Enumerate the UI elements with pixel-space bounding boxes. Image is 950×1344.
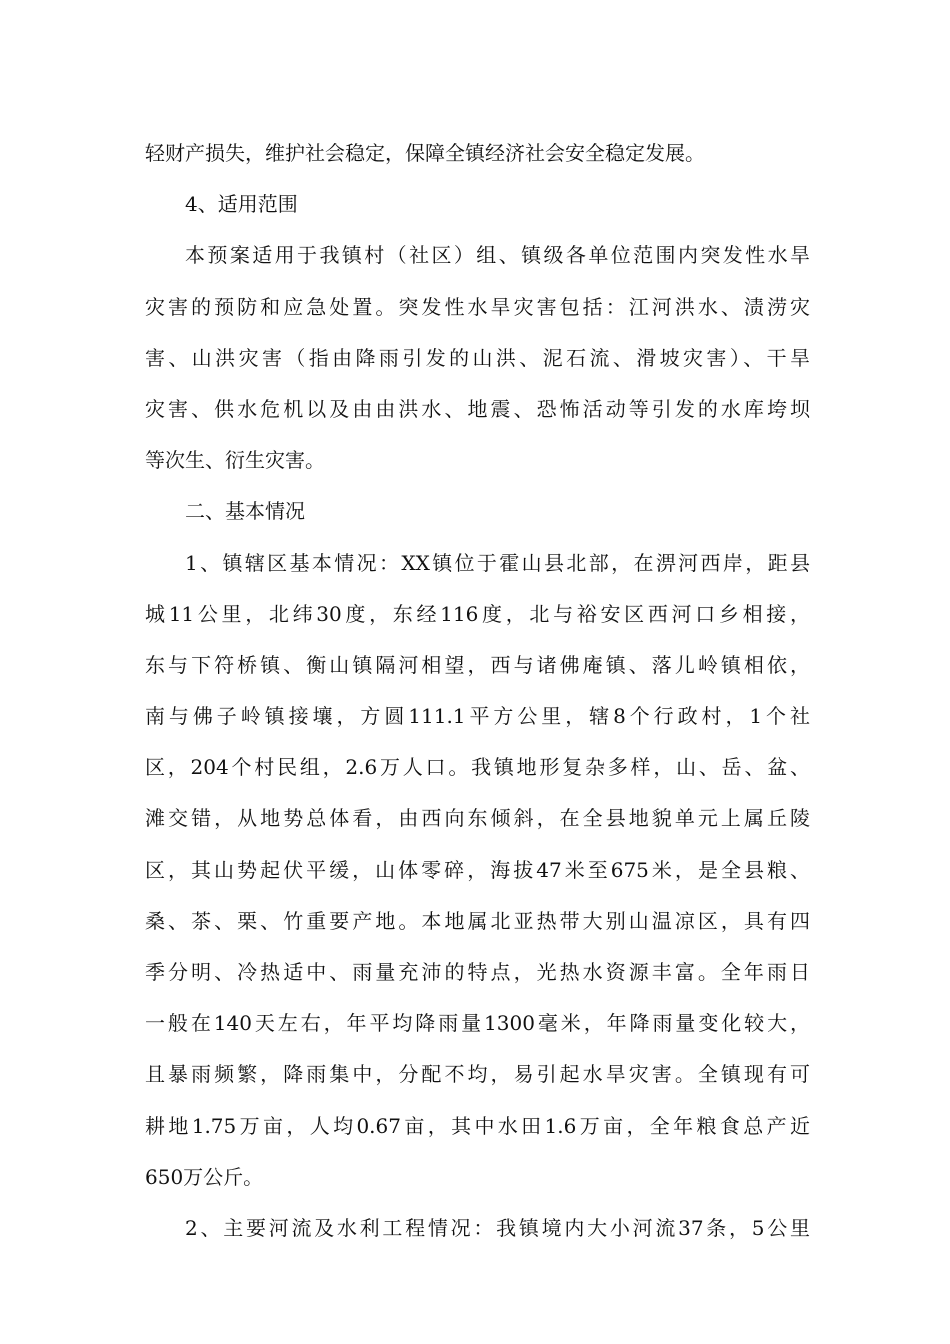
paragraph-line: 季分明、冷热适中、雨量充沛的特点，光热水资源丰富。全年雨日 (145, 960, 810, 984)
paragraph-line: 害、山洪灾害（指由降雨引发的山洪、泥石流、滑坡灾害）、干旱 (145, 345, 810, 370)
paragraph-line: 城11公里，北纬30度，东经116度，北与裕安区西河口乡相接， (145, 601, 810, 626)
paragraph-line: 滩交错，从地势总体看，由西向东倾斜，在全县地貌单元上属丘陵 (145, 806, 810, 831)
paragraph-line: 等次生、衍生灾害。 (145, 448, 325, 473)
paragraph-line: 耕地1.75万亩，人均0.67亩，其中水田1.6万亩，全年粮食总产近 (145, 1113, 810, 1138)
paragraph-line: 灾害的预防和应急处置。突发性水旱灾害包括：江河洪水、渍涝灾 (145, 294, 810, 319)
paragraph-line: 灾害、供水危机以及由由洪水、地震、恐怖活动等引发的水库垮坝 (145, 396, 810, 421)
document-body (145, 128, 810, 1254)
paragraph-line: 区，204个村民组，2.6万人口。我镇地形复杂多样，山、岳、盆、 (145, 755, 810, 780)
paragraph-line: 本预案适用于我镇村（社区）组、镇级各单位范围内突发性水旱 (185, 243, 810, 268)
paragraph-line: 轻财产损失，维护社会稳定，保障全镇经济社会安全稳定发展。 (145, 141, 705, 165)
paragraph-line: 且暴雨频繁，降雨集中，分配不均，易引起水旱灾害。全镇现有可 (145, 1062, 810, 1087)
paragraph-line: 一般在140天左右，年平均降雨量1300毫米，年降雨量变化较大， (145, 1011, 810, 1036)
section-heading: 二、基本情况 (185, 499, 305, 524)
paragraph-line: 南与佛子岭镇接壤，方圆111.1平方公里，辖8个行政村，1个社 (145, 704, 810, 729)
paragraph-line: 桑、茶、栗、竹重要产地。本地属北亚热带大别山温凉区，具有四 (145, 908, 810, 933)
paragraph-line: 东与下符桥镇、衡山镇隔河相望，西与诸佛庵镇、落儿岭镇相依， (145, 652, 810, 677)
section-heading: 4、适用范围 (185, 192, 298, 217)
paragraph-line: 1、镇辖区基本情况：XX镇位于霍山县北部，在淠河西岸，距县 (185, 550, 810, 575)
paragraph-line: 区，其山势起伏平缓，山体零碎，海拔47米至675米，是全县粮、 (145, 857, 810, 882)
paragraph-line: 650万公斤。 (145, 1164, 264, 1189)
paragraph-line: 2、主要河流及水利工程情况：我镇境内大小河流37条，5公里 (185, 1215, 810, 1240)
